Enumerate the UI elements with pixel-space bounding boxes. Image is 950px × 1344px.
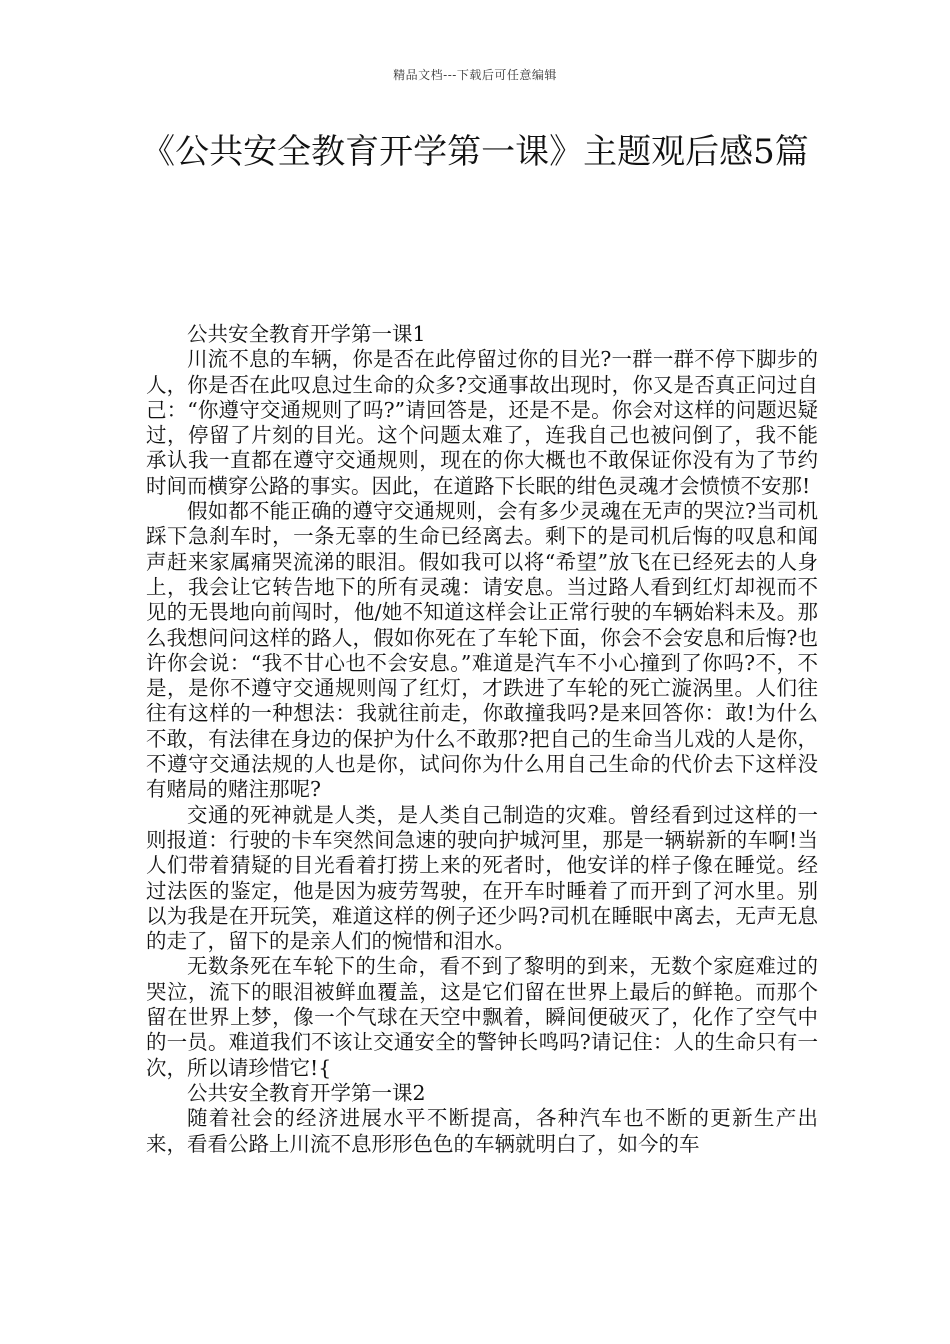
document-body [146, 322, 818, 1157]
paragraph: 随着社会的经济进展水平不断提高，各种汽车也不断的更新生产出来，看看公路上川流不息形形色色的车辆就明白了，如今的车 [146, 1106, 818, 1156]
section-heading-1: 公共安全教育开学第一课1 [187, 322, 426, 346]
paragraph: 假如都不能正确的遵守交通规则，会有多少灵魂在无声的哭泣?当司机踩下急刹车时，一条无辜的生命已经离去。剩下的是司机后悔的叹息和闻声赶来家属痛哭流涕的眼泪。假如我可以将“希望”放飞在已经死去的人身上，我会让它转告地下的所有灵魂：请安息。当过路人看到红灯却视而不见的无畏地向前闯时，他/她不知道这样会让正常行驶的车辆始料未及。那么我想问问这样的路人，假如你死在了车轮下面，你会不会安息和后悔?也许你会说：“我不甘心也不会安息。”难道是汽车不小心撞到了你吗?不，不是，是你不遵守交通规则闯了红灯，才跌进了车轮的死亡漩涡里。人们往往有这样的一种想法：我就往前走，你敢撞我吗?是来回答你：敢!为什么不敢，有法律在身边的保护为什么不敢那?把自己的生命当儿戏的人是你，不遵守交通法规的人也是你，试问你为什么用自己生命的代价去下这样没有赌局的赌注那呢? [146, 499, 818, 802]
paragraph: 交通的死神就是人类，是人类自己制造的灾难。曾经看到过这样的一则报道：行驶的卡车突然间急速的驶向护城河里，那是一辆崭新的车啊!当人们带着猜疑的目光看着打捞上来的死者时，他安详的样子像在睡觉。经过法医的鉴定，他是因为疲劳驾驶，在开车时睡着了而开到了河水里。别以为我是在开玩笑，难道这样的例子还少吗?司机在睡眠中离去，无声无息的走了，留下的是亲人们的惋惜和泪水。 [146, 802, 818, 954]
page-header-watermark: 精品文档---下载后可任意编辑 [393, 68, 557, 82]
paragraph: 川流不息的车辆，你是否在此停留过你的目光?一群一群不停下脚步的人，你是否在此叹息过生命的众多?交通事故出现时，你又是否真正问过自己：“你遵守交通规则了吗?”请回答是，还是不是。你会对这样的问题迟疑过，停留了片刻的目光。这个问题太难了，连我自己也被问倒了，我不能承认我一直都在遵守交通规则，现在的你大概也不敢保证你没有为了节约时间而横穿公路的事实。因此，在道路下长眠的绀色灵魂才会愤愤不安那! [146, 347, 818, 498]
paragraph: 无数条死在车轮下的生命，看不到了黎明的到来，无数个家庭难过的哭泣，流下的眼泪被鲜血覆盖，这是它们留在世界上最后的鲜艳。而那个留在世界上梦，像一个气球在天空中飘着，瞬间便破灭了，化作了空气中的一员。难道我们不该让交通安全的警钟长鸣吗?请记住：人的生命只有一次，所以请珍惜它!{ [146, 954, 818, 1080]
section-heading-2: 公共安全教育开学第一课2 [187, 1080, 426, 1105]
document-title: 《公共安全教育开学第一课》主题观后感5篇 [141, 132, 809, 172]
